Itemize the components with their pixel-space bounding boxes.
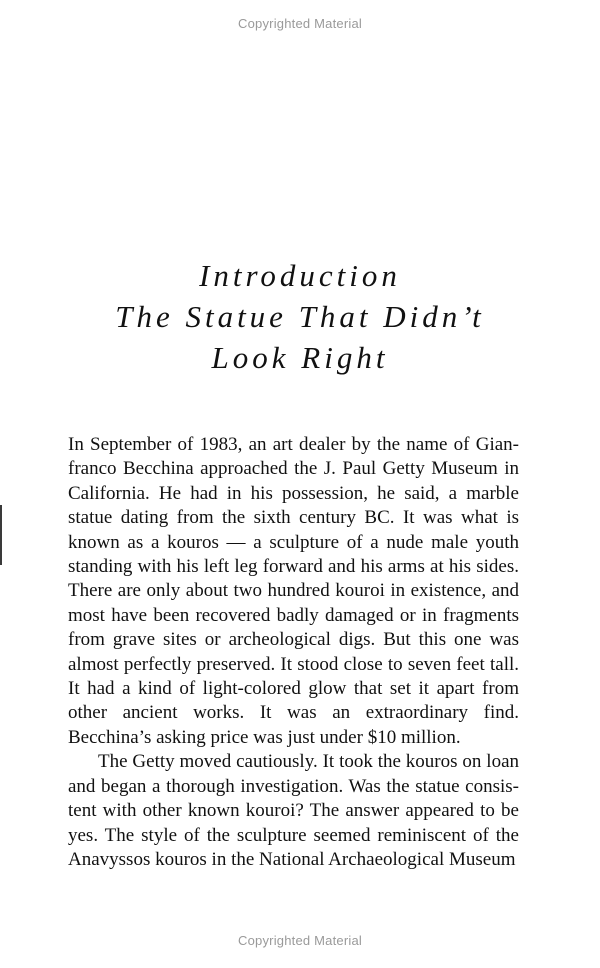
- chapter-heading-line-1: Introduction: [199, 258, 401, 293]
- paragraph-2: The Getty moved cautiously. It took the kouros on loan and began a thorough investigation. Was the statue consistent with other known kouroi? The answer appeared to be yes. The style of the sculpture seemed reminiscent of the Anavyssos kouros in the National Archaeological Museum: [68, 751, 519, 870]
- chapter-heading: [0, 255, 600, 378]
- chapter-heading-line-3: Look Right: [211, 340, 389, 375]
- paragraph-1: In September of 1983, an art dealer by the name of Gianfranco Becchina approached the J. Paul Getty Museum in California. He had in his possession, he said, a marble statue dating from the sixth century BC. It was what is known as a kouros — a sculpture of a nude male youth standing with his left leg forward and his arms at his sides. There are only about two hundred kouroi in existence, and most have been recovered badly damaged or in fragments from grave sites or archeological digs. But this one was almost perfectly preserved. It stood close to seven feet tall. It had a kind of light-colored glow that set it apart from other ancient works. It was an extraordinary find. Becchina’s asking price was just under $10 million.: [68, 434, 519, 748]
- chapter-heading-line-2: The Statue That Didn’t: [115, 299, 485, 334]
- page-edge-mark: [0, 505, 2, 565]
- body-text: [68, 433, 519, 872]
- copyright-watermark-top: Copyrighted Material: [238, 16, 362, 31]
- copyright-watermark-bottom: Copyrighted Material: [238, 933, 362, 948]
